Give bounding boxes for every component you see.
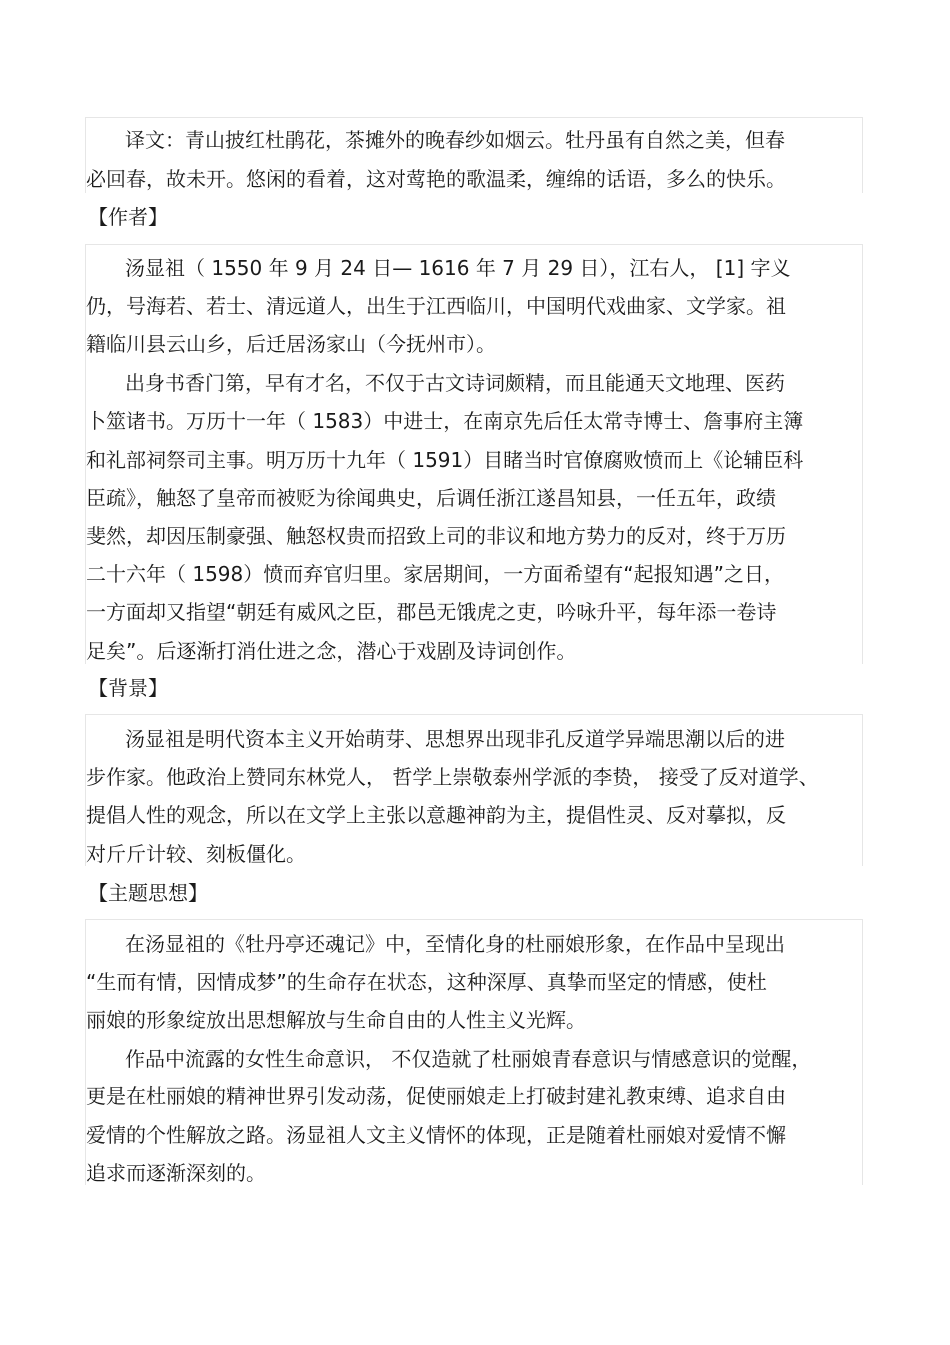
author-line: 足矣”。后逐渐打消仕进之念，潜心于戏剧及诗词创作。 <box>86 639 577 663</box>
background-line: 汤显祖是明代资本主义开始萌芽、思想界出现非孔反道学异端思潮以后的进 <box>125 727 785 751</box>
translation-section <box>85 117 863 193</box>
background-line: 步作家。他政治上赞同东林党人， 哲学上崇敬泰州学派的李贽， 接受了反对道学、 <box>86 765 819 789</box>
author-line: 卜筮诸书。万历十一年（ 1583）中进士，在南京先后任太常寺博士、詹事府主簿 <box>86 409 804 433</box>
author-line: 籍临川县云山乡，后迁居汤家山（今抚州市）。 <box>86 332 496 356</box>
theme-section <box>85 919 863 1185</box>
author-line: 和礼部祠祭司主事。明万历十九年（ 1591）目睹当时官僚腐败愤而上《论辅臣科 <box>86 448 804 472</box>
theme-line: 追求而逐渐深刻的。 <box>86 1161 266 1185</box>
theme-heading: 【主题思想】 <box>88 881 208 905</box>
author-line: 臣疏》，触怒了皇帝而被贬为徐闻典史，后调任浙江遂昌知县，一任五年，政绩 <box>86 486 776 510</box>
author-line: 仍，号海若、若士、清远道人，出生于江西临川，中国明代戏曲家、文学家。祖 <box>86 294 786 318</box>
background-heading: 【背景】 <box>88 676 168 700</box>
theme-line: 丽娘的形象绽放出思想解放与生命自由的人性主义光辉。 <box>86 1008 586 1032</box>
author-line: 斐然，却因压制豪强、触怒权贵而招致上司的非议和地方势力的反对，终于万历 <box>86 524 786 548</box>
background-line: 对斤斤计较、刻板僵化。 <box>86 842 306 866</box>
theme-line: “生而有情，因情成梦”的生命存在状态，这种深厚、真挚而坚定的情感，使杜 <box>86 970 767 994</box>
translation-line: 译文：青山披红杜鹃花，茶摊外的晚春纱如烟云。牡丹虽有自然之美，但春 <box>125 128 785 152</box>
author-heading: 【作者】 <box>88 205 168 229</box>
background-line: 提倡人性的观念，所以在文学上主张以意趣神韵为主，提倡性灵、反对摹拟，反 <box>86 803 786 827</box>
translation-line: 必回春，故未开。悠闲的看着，这对莺艳的歌温柔，缠绵的话语，多么的快乐。 <box>86 167 786 191</box>
theme-line: 爱情的个性解放之路。汤显祖人文主义情怀的体现，正是随着杜丽娘对爱情不懈 <box>86 1123 786 1147</box>
theme-line: 更是在杜丽娘的精神世界引发动荡，促使丽娘走上打破封建礼教束缚、追求自由 <box>86 1084 786 1108</box>
author-section <box>85 244 863 664</box>
author-line: 出身书香门第，早有才名，不仅于古文诗词颇精，而且能通天文地理、医药 <box>125 371 785 395</box>
author-line: 一方面却又指望“朝廷有威风之臣，郡邑无饿虎之吏，吟咏升平，每年添一卷诗 <box>86 600 777 624</box>
theme-line: 作品中流露的女性生命意识， 不仅造就了杜丽娘青春意识与情感意识的觉醒， <box>125 1047 812 1071</box>
background-section <box>85 714 863 866</box>
author-line: 二十六年（ 1598）愤而弃官归里。家居期间，一方面希望有“起报知遇”之日， <box>86 562 784 586</box>
author-line: 汤显祖（ 1550 年 9 月 24 日— 1616 年 7 月 29 日），江右人， [1] 字义 <box>125 256 791 280</box>
theme-line: 在汤显祖的《牡丹亭还魂记》中，至情化身的杜丽娘形象，在作品中呈现出 <box>125 932 785 956</box>
